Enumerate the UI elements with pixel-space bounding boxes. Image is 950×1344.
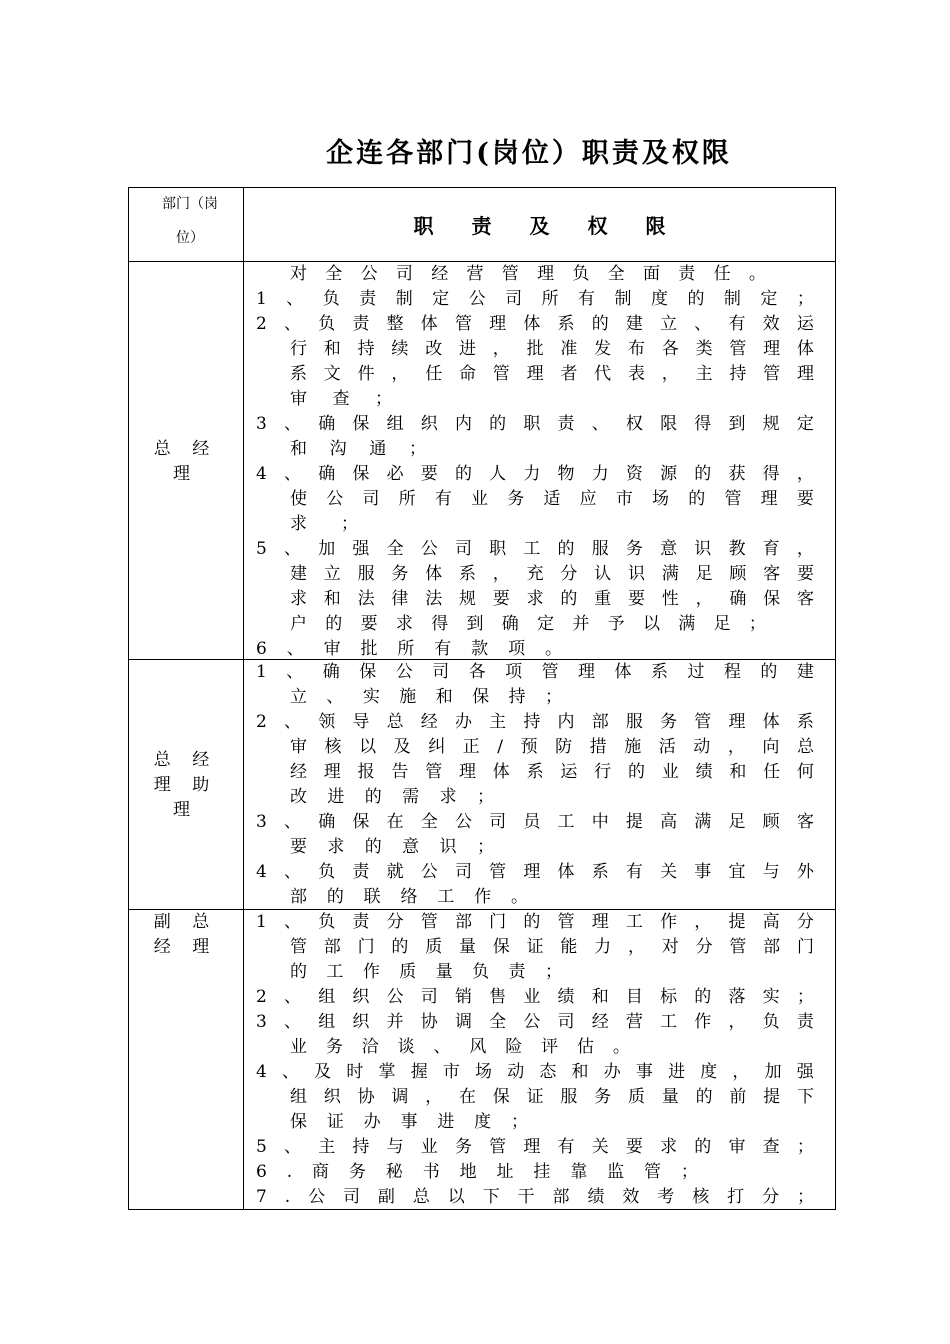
- duty-line: 保 证 办 事 进 度 ；: [290, 1112, 528, 1132]
- duty-line: 2 、 领 导 总 经 办 主 持 内 部 服 务 管 理 体 系: [256, 712, 814, 732]
- duty-line: 求 ；: [290, 514, 358, 534]
- dept-name-line: 总 经: [153, 750, 218, 770]
- duty-line: 5 、 主 持 与 业 务 管 理 有 关 要 求 的 审 查 ；: [256, 1137, 814, 1157]
- duty-line: 审 查 ；: [290, 389, 392, 409]
- duty-line: 6 . 商 务 秘 书 地 址 挂 靠 监 管 ；: [256, 1162, 698, 1182]
- duty-line: 部 的 联 络 工 作 。: [290, 887, 528, 907]
- dept-name-line: 理: [173, 800, 198, 820]
- table-border-left: [128, 187, 129, 1210]
- dept-name-cell: [128, 910, 243, 960]
- duty-line: 要 求 的 意 识 ；: [290, 837, 494, 857]
- duty-line: 3 、 确 保 组 织 内 的 职 责 、 权 限 得 到 规 定: [256, 414, 814, 434]
- duty-line: 6 、 审 批 所 有 款 项 。: [256, 639, 562, 659]
- duty-line: 业 务 洽 谈 、 风 险 评 估 。: [290, 1037, 630, 1057]
- duty-line: 立 、 实 施 和 保 持 ；: [290, 687, 562, 707]
- duty-line: 行 和 持 续 改 进 ， 批 准 发 布 各 类 管 理 体: [290, 339, 814, 359]
- duty-line: 1 、 负 责 制 定 公 司 所 有 制 度 的 制 定 ；: [256, 289, 814, 309]
- duty-line: 对 全 公 司 经 营 管 理 负 全 面 责 任 。: [290, 264, 766, 284]
- duty-line: 4 、 确 保 必 要 的 人 力 物 力 资 源 的 获 得 ，: [256, 464, 814, 484]
- dept-name-line: 副 总: [153, 912, 218, 932]
- header-dept-line: 部门（岗: [162, 196, 218, 212]
- header-dept-line: 位）: [176, 230, 204, 246]
- dept-name-line: 理 助: [153, 775, 218, 795]
- dept-name-line: 经 理: [153, 937, 218, 957]
- duty-line: 5 、 加 强 全 公 司 职 工 的 服 务 意 识 教 育 ，: [256, 539, 814, 559]
- duty-table: [128, 187, 836, 1210]
- table-column-divider: [243, 187, 244, 1210]
- duty-line: 改 进 的 需 求 ；: [290, 787, 494, 807]
- duty-line: 经 理 报 告 管 理 体 系 运 行 的 业 绩 和 任 何: [290, 762, 814, 782]
- document-title: 企连各部门(岗位）职责及权限: [326, 138, 732, 169]
- duty-line: 系 文 件 ， 任 命 管 理 者 代 表 ， 主 持 管 理: [290, 364, 814, 384]
- duty-line: 2 、 组 织 公 司 销 售 业 绩 和 目 标 的 落 实 ；: [256, 987, 814, 1007]
- duty-line: 户 的 要 求 得 到 确 定 并 予 以 满 足 ；: [290, 614, 766, 634]
- header-duty-cell: 职责及权限: [413, 213, 704, 238]
- dept-name-cell: [128, 748, 243, 823]
- duty-line: 2 、 负 责 整 体 管 理 体 系 的 建 立 、 有 效 运: [256, 314, 814, 334]
- duty-line: 3 、 确 保 在 全 公 司 员 工 中 提 高 满 足 顾 客: [256, 812, 814, 832]
- duty-line: 1 、 负 责 分 管 部 门 的 管 理 工 作 ， 提 高 分: [256, 912, 814, 932]
- duty-line: 建 立 服 务 体 系 ， 充 分 认 识 满 足 顾 客 要: [290, 564, 814, 584]
- duty-line: 组 织 协 调 ， 在 保 证 服 务 质 量 的 前 提 下: [290, 1087, 814, 1107]
- table-border-right: [835, 187, 836, 1210]
- duty-line: 和 沟 通 ；: [290, 439, 426, 459]
- duty-line: 的 工 作 质 量 负 责 ；: [290, 962, 562, 982]
- duty-line: 3 、 组 织 并 协 调 全 公 司 经 营 工 作 ， 负 责: [256, 1012, 814, 1032]
- duty-line: 1 、 确 保 公 司 各 项 管 理 体 系 过 程 的 建: [256, 662, 814, 682]
- duty-line: 管 部 门 的 质 量 保 证 能 力 ， 对 分 管 部 门: [290, 937, 814, 957]
- duty-line: 4 、 及 时 掌 握 市 场 动 态 和 办 事 进 度 ， 加 强: [256, 1062, 814, 1082]
- duty-line: 4 、 负 责 就 公 司 管 理 体 系 有 关 事 宜 与 外: [256, 862, 814, 882]
- duty-line: 审 核 以 及 纠 正 / 预 防 措 施 活 动 ， 向 总: [290, 737, 814, 757]
- duty-line: 求 和 法 律 法 规 要 求 的 重 要 性 ， 确 保 客: [290, 589, 814, 609]
- duty-line: 使 公 司 所 有 业 务 适 应 市 场 的 管 理 要: [290, 489, 814, 509]
- dept-name-cell: [128, 437, 243, 487]
- header-dept-cell: [128, 187, 243, 261]
- duty-line: 7 . 公 司 副 总 以 下 干 部 绩 效 考 核 打 分 ；: [256, 1187, 814, 1207]
- dept-name-line: 总 经: [153, 439, 218, 459]
- dept-name-line: 理: [173, 464, 198, 484]
